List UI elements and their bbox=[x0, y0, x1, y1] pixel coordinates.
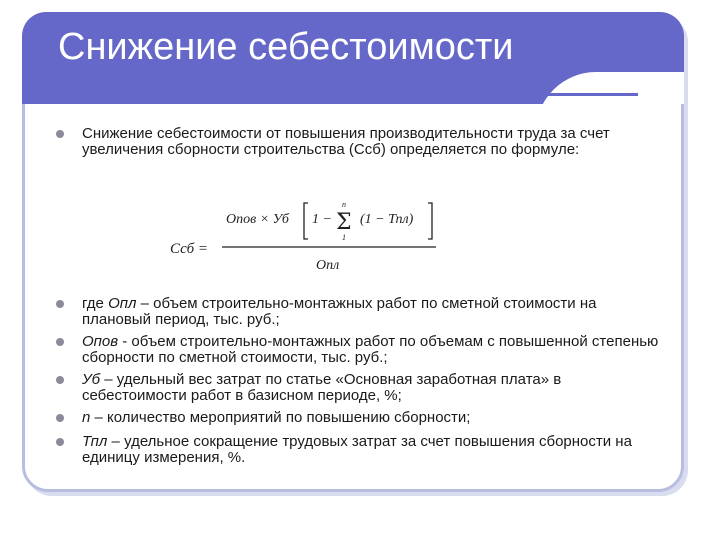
bullet-text bbox=[82, 410, 662, 426]
bullet-definition: - объем строительно-монтажных работ по объемам с повышенной степенью сборности по сметной стоимости, тыс. руб.; bbox=[82, 333, 659, 366]
bullet-text bbox=[82, 372, 662, 404]
bullet-dot-icon bbox=[56, 414, 64, 422]
slide-title: Снижение себестоимости bbox=[58, 26, 514, 68]
term-n: n bbox=[82, 409, 91, 426]
bullet-prefix: где bbox=[82, 295, 109, 312]
bullet-text bbox=[82, 334, 662, 366]
bracket-left bbox=[304, 203, 308, 239]
bullet-text bbox=[82, 434, 662, 466]
term-ub: Уб bbox=[82, 371, 101, 388]
formula bbox=[170, 195, 470, 275]
bullet-dot-icon bbox=[56, 300, 64, 308]
bullet-definition: – количество мероприятий по повышению сборности; bbox=[90, 409, 471, 426]
sigma-icon: Σ bbox=[336, 210, 352, 235]
bullet-dot-icon bbox=[56, 376, 64, 384]
term-tpl: Тпл bbox=[82, 433, 108, 450]
bullet-dot-icon bbox=[56, 338, 64, 346]
bullet-dot-icon bbox=[56, 438, 64, 446]
term-opl: Опл bbox=[108, 295, 137, 312]
formula-numerator-a: Опов × Уб bbox=[226, 212, 289, 227]
formula-lhs: Ссб = bbox=[170, 241, 208, 257]
bullet-definition: – объем строительно-монтажных работ по сметной стоимости на плановый период, тыс. руб.; bbox=[82, 295, 597, 328]
bracket-right bbox=[428, 203, 432, 239]
bullet-definition: – удельный вес затрат по статье «Основная заработная плата» в себестоимости работ в базисном периоде, %; bbox=[82, 371, 562, 404]
bullet-text bbox=[82, 296, 662, 328]
sum-upper-limit: n bbox=[342, 200, 346, 209]
formula-denominator: Опл bbox=[316, 258, 340, 273]
bullet-dot-icon bbox=[56, 130, 64, 138]
title-underline bbox=[38, 93, 638, 96]
banner-curve-decoration bbox=[536, 72, 684, 104]
sum-lower-limit: 1 bbox=[342, 233, 346, 242]
formula-graphic bbox=[170, 195, 470, 275]
formula-one-minus: 1 − bbox=[312, 212, 332, 227]
bullet-definition: – удельное сокращение трудовых затрат за счет повышения сборности на единицу измерения, %. bbox=[82, 433, 632, 466]
formula-paren: (1 − Тпл) bbox=[360, 212, 414, 227]
term-opov: Опов bbox=[82, 333, 119, 350]
bullet-text: Снижение себестоимости от повышения производительности труда за счет увеличения сборности строительства (Ссб) определяется по формуле: bbox=[82, 125, 610, 158]
